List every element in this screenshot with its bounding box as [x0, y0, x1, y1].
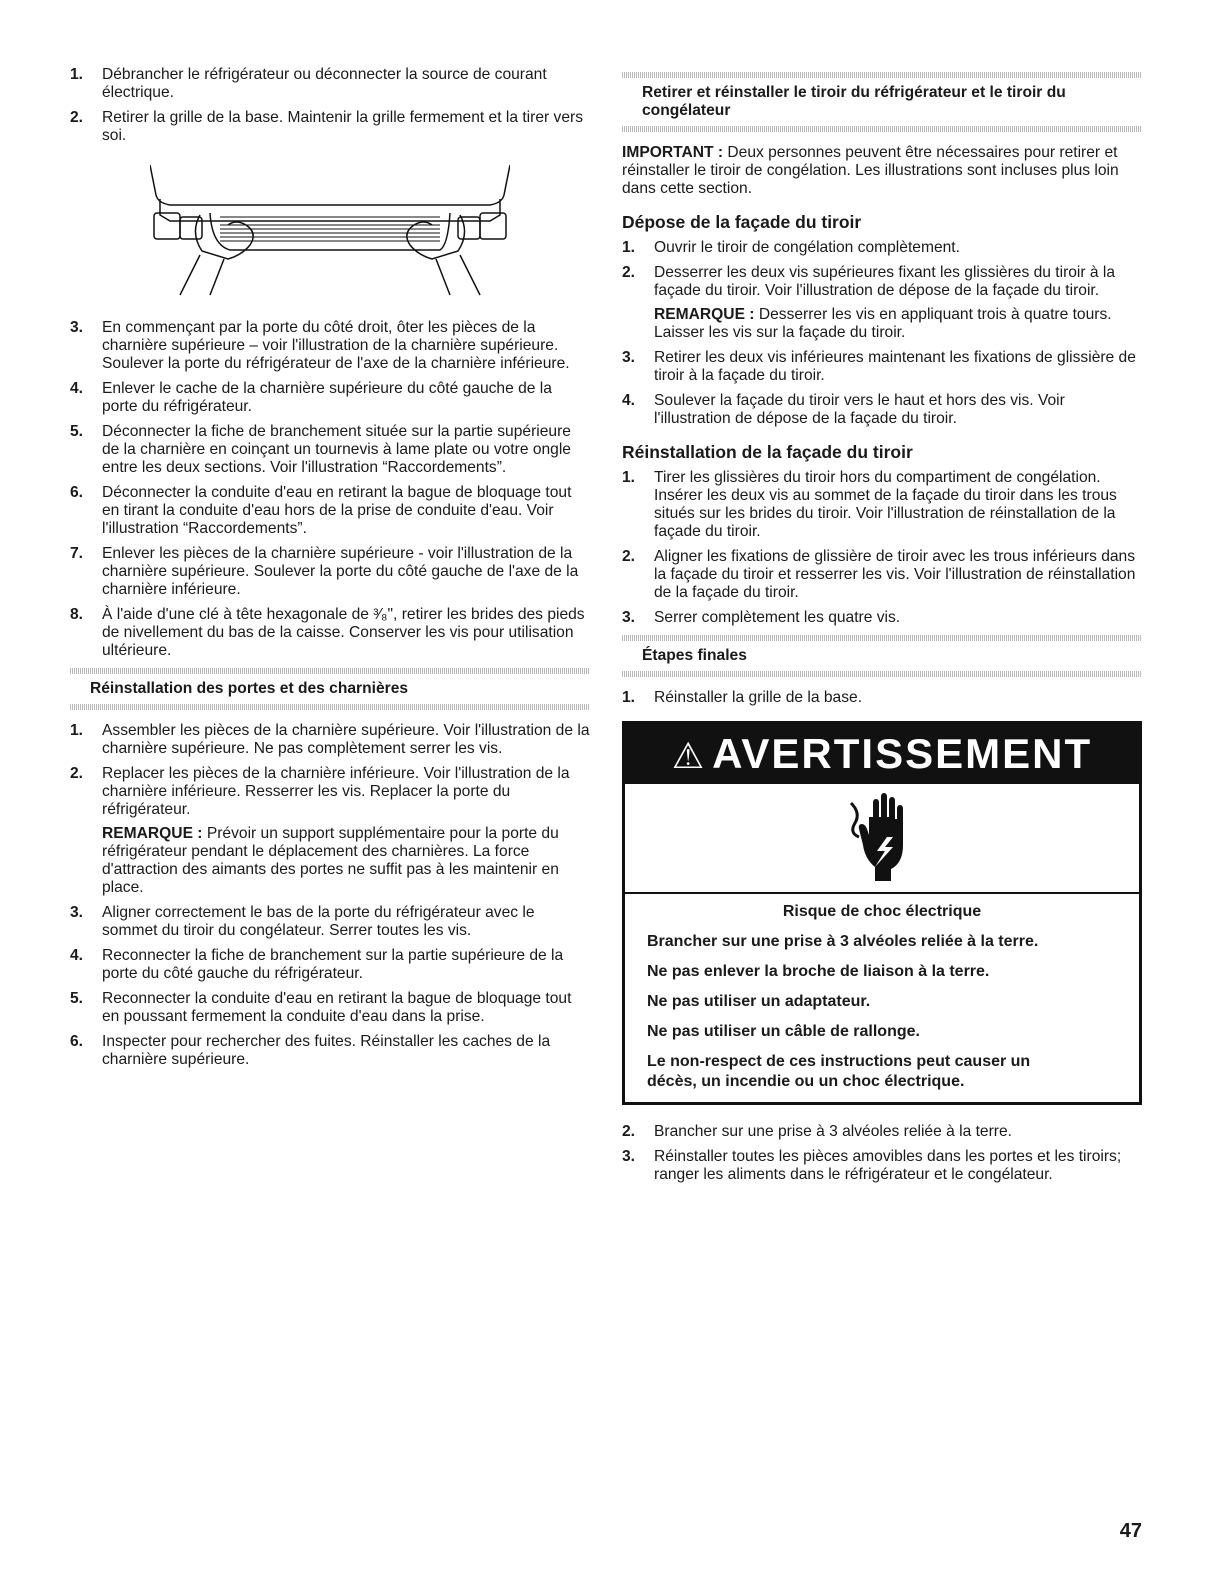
base-grille-illustration: [150, 155, 510, 305]
section-header-drawers: [622, 72, 1142, 132]
section-title: Étapes finales: [642, 647, 747, 664]
section-header-final: [622, 635, 1142, 677]
warning-box: [622, 721, 1142, 1105]
list-item: 7. Enlever les pièces de la charnière supérieure - voir l'illustration de la charnière supérieure. Soulever la porte du côté gauche de l'axe de la charnière inférieure.: [70, 545, 579, 598]
electric-shock-icon: [625, 784, 1139, 894]
list-item: 2. Desserrer les deux vis supérieures fixant les glissières du tiroir à la façade du tiroir. Voir l'illustration de dépose de la façade du tiroir. REMARQUE : Desserrer les vis en appliquant trois à quatre tours. Laisser les vis sur la façade du tiroir.: [622, 264, 1142, 342]
list-item: 6. Inspecter pour rechercher des fuites. Réinstaller les caches de la charnière supérieure.: [70, 1033, 551, 1068]
list-item: 1. Débrancher le réfrigérateur ou déconnecter la source de courant électrique.: [70, 66, 547, 101]
section-header-reinstall-doors: [70, 668, 590, 710]
section-rule: [622, 126, 1142, 132]
list-item: 2. Brancher sur une prise à 3 alvéoles reliée à la terre.: [622, 1123, 1012, 1140]
warning-risk: Risque de choc électrique: [782, 903, 982, 920]
warning-consequence: Le non-respect de ces instructions peut causer un décès, un incendie ou un choc électrique.: [647, 1053, 1031, 1090]
list-item: 6. Déconnecter la conduite d'eau en retirant la bague de bloquage tout en tirant la conduite d'eau hors de la prise de conduite d'eau. Voir l'illustration “Raccordements”.: [70, 484, 572, 537]
section-rule: [622, 671, 1142, 677]
depose-steps: [622, 239, 1142, 428]
note: REMARQUE : Prévoir un support supplémentaire pour la porte du réfrigérateur pendant le déplacement des charnières. La force d'attraction des aimants des portes ne suffit pas à les maintenir en place.: [102, 825, 559, 896]
reinstall-steps: [70, 722, 590, 1069]
list-item: 2. Retirer la grille de la base. Maintenir la grille fermement et la tirer vers soi.: [70, 109, 583, 144]
left-column: [70, 66, 590, 1076]
list-item: 5. Reconnecter la conduite d'eau en retirant la bague de bloquage tout en poussant fermement la conduite d'eau dans la prise.: [70, 990, 572, 1025]
right-column: [622, 66, 1142, 1191]
list-item: 3. Aligner correctement le bas de la porte du réfrigérateur avec le sommet du tiroir du congélateur. Serrer toutes les vis.: [70, 904, 535, 939]
note: REMARQUE : Desserrer les vis en appliquant trois à quatre tours. Laisser les vis sur la façade du tiroir.: [654, 306, 1112, 341]
list-item: 8. À l'aide d'une clé à tête hexagonale de ³⁄₈", retirer les brides des pieds de nivellement du bas de la caisse. Conserver les vis pour utilisation ultérieure.: [70, 606, 585, 659]
list-item: 3. Réinstaller toutes les pièces amovibles dans les portes et les tiroirs; ranger les aliments dans le réfrigérateur et le congélateur.: [622, 1148, 1122, 1183]
page-number: 47: [1119, 1520, 1142, 1542]
warning-line: Brancher sur une prise à 3 alvéoles reliée à la terre.: [647, 933, 1039, 950]
warning-body: [625, 894, 1139, 1102]
section-title: Réinstallation des portes et des charnières: [90, 680, 409, 697]
subheading-reinstall-facade: Réinstallation de la façade du tiroir: [622, 442, 913, 462]
list-item: 4. Soulever la façade du tiroir vers le haut et hors des vis. Voir l'illustration de dépose de la façade du tiroir.: [622, 392, 1065, 427]
subheading-depose: Dépose de la façade du tiroir: [622, 212, 862, 232]
removal-steps-a: [70, 66, 590, 145]
warning-triangle-icon: ⚠: [671, 735, 707, 776]
final-steps-b: [622, 1123, 1142, 1184]
reinstall-facade-steps: [622, 469, 1142, 627]
list-item: 3. En commençant par la porte du côté droit, ôter les pièces de la charnière supérieure – voir l'illustration de la charnière supérieure. Soulever la porte du réfrigérateur de l'axe de la charnière inférieure.: [70, 319, 570, 372]
important-note: IMPORTANT : Deux personnes peuvent être nécessaires pour retirer et réinstaller le tiroir de congélation. Les illustrations sont incluses plus loin dans cette section.: [622, 144, 1119, 197]
list-item: 4. Reconnecter la fiche de branchement sur la partie supérieure de la porte du côté gauche du réfrigérateur.: [70, 947, 564, 982]
list-item: 2. Aligner les fixations de glissière de tiroir avec les trous inférieurs dans la façade du tiroir et resserrer les vis. Voir l'illustration de réinstallation de la façade du tiroir.: [622, 548, 1136, 601]
final-steps-a: [622, 689, 1142, 707]
warning-header: ⚠ AVERTISSEMENT: [625, 724, 1139, 784]
list-item: 3. Retirer les deux vis inférieures maintenant les fixations de glissière de tiroir à la façade du tiroir.: [622, 349, 1136, 384]
list-item: 1. Réinstaller la grille de la base.: [622, 689, 863, 706]
list-item: 2. Replacer les pièces de la charnière inférieure. Voir l'illustration de la charnière inférieure. Resserrer les vis. Replacer la porte du réfrigérateur. REMARQUE : Prévoir un support supplémentaire pour la porte du réfrigérateur pendant le déplacement des charnières. La force d'attraction des aimants des portes ne suffit pas à les maintenir en place.: [70, 765, 590, 897]
list-item: 3. Serrer complètement les quatre vis.: [622, 609, 901, 626]
list-item: 4. Enlever le cache de la charnière supérieure du côté gauche de la porte du réfrigérateur.: [70, 380, 552, 415]
removal-steps-b: [70, 319, 590, 660]
warning-line: Ne pas utiliser un adaptateur.: [647, 993, 871, 1010]
warning-line: Ne pas utiliser un câble de rallonge.: [647, 1023, 920, 1040]
section-title: Retirer et réinstaller le tiroir du réfrigérateur et le tiroir du congélateur: [642, 84, 1066, 119]
warning-line: Ne pas enlever la broche de liaison à la terre.: [647, 963, 990, 980]
list-item: 1. Ouvrir le tiroir de congélation complètement.: [622, 239, 960, 256]
list-item: 1. Assembler les pièces de la charnière supérieure. Voir l'illustration de la charnière supérieure. Ne pas complètement serrer les vis.: [70, 722, 590, 757]
section-rule: [70, 704, 590, 710]
list-item: 1. Tirer les glissières du tiroir hors du compartiment de congélation. Insérer les deux vis au sommet de la façade du tiroir dans les trous situés sur les brides du tiroir. Voir l'illustration de réinstallation de la façade du tiroir.: [622, 469, 1117, 540]
list-item: 5. Déconnecter la fiche de branchement située sur la partie supérieure de la charnière en coinçant un tournevis à lame plate ou votre ongle entre les deux sections. Voir l'illustration “Raccordements”.: [70, 423, 571, 476]
